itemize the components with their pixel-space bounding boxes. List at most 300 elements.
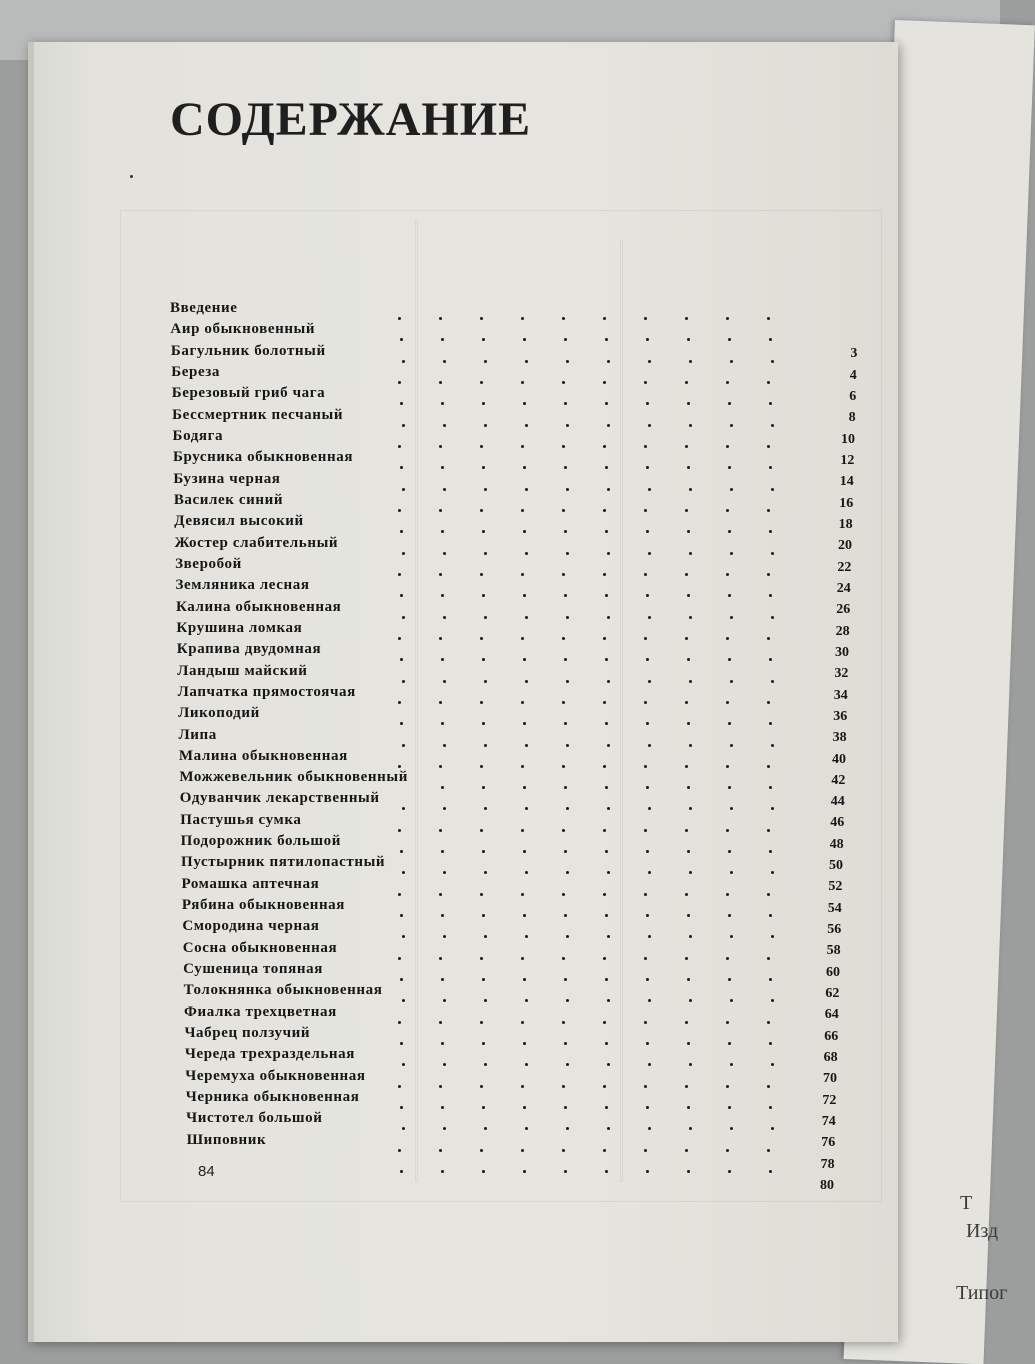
toc-entry-label: Сушеница топяная — [183, 961, 323, 978]
leader-dot — [402, 488, 405, 491]
leader-dot — [439, 701, 442, 704]
leader-dot — [523, 914, 526, 917]
dot-leader — [0, 935, 1000, 939]
leader-dot — [566, 1063, 569, 1066]
toc-entry-label: Брусника обыкновенная — [172, 449, 354, 466]
leader-dot — [523, 1170, 526, 1173]
leader-dot — [566, 1127, 569, 1130]
leader-dot — [689, 744, 692, 747]
toc-entry-label: Береза — [171, 363, 220, 380]
toc-entry-page: 12 — [840, 452, 855, 468]
leader-dot — [525, 680, 528, 683]
leader-dot — [687, 722, 690, 725]
leader-dot — [566, 488, 569, 491]
toc-entry-page: 46 — [830, 815, 845, 831]
leader-dot — [646, 722, 649, 725]
leader-dot — [398, 765, 401, 768]
leader-dot — [398, 445, 401, 448]
leader-dot — [564, 466, 567, 469]
toc-entry-page: 24 — [836, 580, 851, 596]
leader-dot — [648, 680, 651, 683]
dot-leader — [0, 1149, 1000, 1153]
leader-dot — [441, 1042, 444, 1045]
leader-dot — [769, 338, 772, 341]
leader-dot — [523, 338, 526, 341]
dot-leader — [0, 893, 1000, 897]
leader-dot — [769, 1106, 772, 1109]
leader-dot — [607, 488, 610, 491]
leader-dot — [443, 744, 446, 747]
leader-dot — [566, 999, 569, 1002]
leader-dot — [769, 1042, 772, 1045]
leader-dot — [726, 957, 729, 960]
leader-dot — [769, 850, 772, 853]
leader-dot — [443, 488, 446, 491]
leader-dot — [687, 914, 690, 917]
leader-dot — [644, 509, 647, 512]
leader-dot — [726, 509, 729, 512]
leader-dot — [564, 722, 567, 725]
leader-dot — [525, 871, 528, 874]
leader-dot — [523, 722, 526, 725]
leader-dot — [441, 402, 444, 405]
leader-dot — [439, 381, 442, 384]
page-number: 84 — [198, 1163, 215, 1180]
leader-dot — [400, 850, 403, 853]
leader-dot — [480, 573, 483, 576]
leader-dot — [726, 1021, 729, 1024]
leader-dot — [482, 914, 485, 917]
leader-dot — [730, 360, 733, 363]
leader-dot — [603, 829, 606, 832]
leader-dot — [521, 1085, 524, 1088]
leader-dot — [484, 1063, 487, 1066]
leader-dot — [646, 594, 649, 597]
dot-leader — [0, 786, 1000, 790]
toc-entry-page: 66 — [824, 1028, 839, 1044]
leader-dot — [443, 935, 446, 938]
leader-dot — [439, 317, 442, 320]
toc-entry-label: Ландыш майский — [177, 662, 308, 679]
leader-dot — [443, 552, 446, 555]
leader-dot — [521, 317, 524, 320]
leader-dot — [648, 424, 651, 427]
leader-dot — [603, 317, 606, 320]
toc-entry-label: Багульник болотный — [170, 342, 326, 359]
leader-dot — [771, 807, 774, 810]
leader-dot — [439, 509, 442, 512]
toc-entry-page: 56 — [827, 922, 842, 938]
toc-entry-label: Шиповник — [186, 1131, 267, 1148]
leader-dot — [441, 530, 444, 533]
dot-leader — [0, 999, 1000, 1003]
leader-dot — [771, 488, 774, 491]
leader-dot — [443, 680, 446, 683]
leader-dot — [607, 807, 610, 810]
toc-entry-label: Бузина черная — [173, 470, 281, 487]
leader-dot — [566, 744, 569, 747]
toc-entry-page: 34 — [833, 687, 848, 703]
leader-dot — [605, 722, 608, 725]
toc-entry-label: Сосна обыкновенная — [182, 939, 338, 956]
leader-dot — [482, 338, 485, 341]
leader-dot — [769, 978, 772, 981]
leader-dot — [480, 829, 483, 832]
leader-dot — [480, 701, 483, 704]
leader-dot — [521, 573, 524, 576]
toc-entry-label: Подорожник большой — [180, 833, 342, 850]
toc-entry-label: Бессмертник песчаный — [172, 406, 344, 423]
toc-entry-page: 70 — [823, 1071, 837, 1087]
toc-entry-label: Жостер слабительный — [174, 534, 339, 551]
toc-entry-page: 54 — [827, 900, 842, 916]
toc-entry-label: Рябина обыкновенная — [181, 897, 345, 914]
leader-dot — [484, 871, 487, 874]
leader-dot — [564, 530, 567, 533]
leader-dot — [685, 765, 688, 768]
leader-dot — [523, 1106, 526, 1109]
leader-dot — [566, 680, 569, 683]
leader-dot — [767, 1085, 770, 1088]
page-edge — [28, 42, 34, 1342]
leader-dot — [525, 488, 528, 491]
leader-dot — [771, 744, 774, 747]
leader-dot — [607, 871, 610, 874]
leader-dot — [523, 530, 526, 533]
leader-dot — [767, 381, 770, 384]
leader-dot — [687, 786, 690, 789]
dot-leader — [0, 637, 1000, 641]
leader-dot — [523, 978, 526, 981]
toc-entry-label: Череда трехраздельная — [184, 1046, 355, 1063]
leader-dot — [646, 338, 649, 341]
toc-entry-page: 38 — [832, 730, 847, 746]
leader-dot — [771, 1063, 774, 1066]
leader-dot — [564, 658, 567, 661]
leader-dot — [687, 466, 690, 469]
leader-dot — [605, 402, 608, 405]
leader-dot — [726, 829, 729, 832]
dot-leader — [0, 765, 1000, 769]
leader-dot — [728, 1106, 731, 1109]
toc-entry-page: 3 — [850, 346, 858, 362]
leader-dot — [646, 1042, 649, 1045]
leader-dot — [648, 360, 651, 363]
leader-dot — [728, 978, 731, 981]
leader-dot — [443, 1127, 446, 1130]
leader-dot — [648, 935, 651, 938]
leader-dot — [607, 680, 610, 683]
leader-dot — [648, 616, 651, 619]
leader-dot — [523, 594, 526, 597]
leader-dot — [484, 807, 487, 810]
leader-dot — [482, 978, 485, 981]
leader-dot — [767, 445, 770, 448]
leader-dot — [644, 829, 647, 832]
leader-dot — [728, 658, 731, 661]
toc-entry-label: Калина обыкновенная — [175, 598, 342, 615]
leader-dot — [603, 381, 606, 384]
leader-dot — [726, 1085, 729, 1088]
leader-dot — [402, 552, 405, 555]
leader-dot — [605, 658, 608, 661]
leader-dot — [441, 658, 444, 661]
leader-dot — [525, 1063, 528, 1066]
leader-dot — [605, 1170, 608, 1173]
facing-page-text-2: Изд — [966, 1220, 999, 1242]
leader-dot — [562, 701, 565, 704]
leader-dot — [648, 552, 651, 555]
leader-dot — [484, 935, 487, 938]
dot-leader — [0, 1042, 1000, 1046]
leader-dot — [646, 1170, 649, 1173]
leader-dot — [767, 893, 770, 896]
leader-dot — [767, 829, 770, 832]
leader-dot — [480, 1021, 483, 1024]
toc-entry-label: Смородина черная — [182, 918, 320, 935]
leader-dot — [648, 488, 651, 491]
dot-leader — [0, 594, 1000, 598]
toc-entry-page: 18 — [838, 516, 853, 532]
leader-dot — [769, 722, 772, 725]
leader-dot — [482, 530, 485, 533]
leader-dot — [689, 807, 692, 810]
dot-leader — [0, 850, 1000, 854]
leader-dot — [400, 658, 403, 661]
leader-dot — [525, 935, 528, 938]
leader-dot — [730, 488, 733, 491]
leader-dot — [603, 509, 606, 512]
toc-entry-label: Василек синий — [173, 491, 284, 508]
leader-dot — [484, 1127, 487, 1130]
leader-dot — [687, 1042, 690, 1045]
toc-entry-page: 6 — [849, 388, 857, 404]
toc-entry-label: Можжевельник обыкновенный — [179, 769, 408, 786]
toc-entry-label: Крапива двудомная — [176, 641, 322, 658]
leader-dot — [646, 786, 649, 789]
toc-entry-label: Черника обыкновенная — [185, 1089, 360, 1106]
leader-dot — [726, 893, 729, 896]
toc-entry-page: 14 — [839, 474, 854, 490]
leader-dot — [562, 381, 565, 384]
toc-entry-label: Фиалка трехцветная — [184, 1003, 337, 1020]
leader-dot — [644, 1149, 647, 1152]
leader-dot — [687, 850, 690, 853]
leader-dot — [562, 1085, 565, 1088]
leader-dot — [523, 1042, 526, 1045]
toc-entry-page: 42 — [831, 772, 846, 788]
leader-dot — [566, 935, 569, 938]
dot-leader — [0, 466, 1000, 470]
leader-dot — [525, 999, 528, 1002]
leader-dot — [562, 765, 565, 768]
leader-dot — [689, 424, 692, 427]
leader-dot — [439, 1149, 442, 1152]
leader-dot — [603, 701, 606, 704]
leader-dot — [443, 871, 446, 874]
dot-leader — [0, 445, 1000, 449]
leader-dot — [771, 871, 774, 874]
leader-dot — [685, 1085, 688, 1088]
leader-dot — [439, 893, 442, 896]
leader-dot — [562, 573, 565, 576]
leader-dot — [769, 658, 772, 661]
leader-dot — [644, 445, 647, 448]
leader-dot — [730, 871, 733, 874]
leader-dot — [398, 573, 401, 576]
leader-dot — [771, 999, 774, 1002]
leader-dot — [644, 1085, 647, 1088]
leader-dot — [443, 807, 446, 810]
leader-dot — [607, 935, 610, 938]
toc-entry-page: 62 — [825, 986, 840, 1002]
leader-dot — [730, 680, 733, 683]
leader-dot — [523, 658, 526, 661]
leader-dot — [480, 893, 483, 896]
leader-dot — [767, 1149, 770, 1152]
leader-dot — [767, 317, 770, 320]
leader-dot — [400, 914, 403, 917]
leader-dot — [730, 1127, 733, 1130]
leader-dot — [521, 957, 524, 960]
leader-dot — [441, 850, 444, 853]
leader-dot — [685, 381, 688, 384]
leader-dot — [398, 1021, 401, 1024]
leader-dot — [644, 637, 647, 640]
dot-leader — [0, 616, 1000, 620]
leader-dot — [521, 829, 524, 832]
leader-dot — [562, 509, 565, 512]
leader-dot — [726, 701, 729, 704]
leader-dot — [689, 1063, 692, 1066]
leader-dot — [646, 850, 649, 853]
leader-dot — [521, 765, 524, 768]
facing-page-text-1: Т — [960, 1192, 973, 1214]
toc-entry-page: 60 — [826, 964, 840, 980]
toc-entry-label: Девясил высокий — [174, 513, 304, 530]
leader-dot — [564, 338, 567, 341]
leader-dot — [480, 765, 483, 768]
leader-dot — [689, 360, 692, 363]
leader-dot — [605, 978, 608, 981]
dot-leader — [0, 552, 1000, 556]
leader-dot — [521, 1021, 524, 1024]
leader-dot — [728, 850, 731, 853]
leader-dot — [525, 807, 528, 810]
dot-leader — [0, 488, 1000, 492]
dot-leader — [0, 829, 1000, 833]
toc-entry-page: 48 — [829, 836, 844, 852]
leader-dot — [439, 765, 442, 768]
dot-leader — [0, 722, 1000, 726]
leader-dot — [646, 530, 649, 533]
leader-dot — [730, 935, 733, 938]
leader-dot — [525, 552, 528, 555]
leader-dot — [687, 978, 690, 981]
leader-dot — [400, 1170, 403, 1173]
leader-dot — [562, 957, 565, 960]
leader-dot — [689, 1127, 692, 1130]
leader-dot — [687, 402, 690, 405]
leader-dot — [646, 914, 649, 917]
leader-dot — [728, 530, 731, 533]
leader-dot — [402, 424, 405, 427]
leader-dot — [402, 1127, 405, 1130]
leader-dot — [482, 1106, 485, 1109]
leader-dot — [607, 744, 610, 747]
leader-dot — [562, 317, 565, 320]
leader-dot — [484, 552, 487, 555]
leader-dot — [687, 594, 690, 597]
dot-leader — [0, 424, 1000, 428]
leader-dot — [726, 317, 729, 320]
leader-dot — [767, 1021, 770, 1024]
toc-entry-label: Введение — [170, 300, 238, 316]
leader-dot — [769, 466, 772, 469]
leader-dot — [771, 680, 774, 683]
leader-dot — [605, 1042, 608, 1045]
leader-dot — [607, 999, 610, 1002]
leader-dot — [726, 445, 729, 448]
dot-leader — [0, 530, 1000, 534]
toc-entry-label: Бодяга — [172, 427, 224, 444]
leader-dot — [398, 509, 401, 512]
leader-dot — [769, 786, 772, 789]
toc-entry-label: Малина обыкновенная — [178, 747, 348, 764]
leader-dot — [607, 616, 610, 619]
leader-dot — [439, 445, 442, 448]
leader-dot — [562, 829, 565, 832]
leader-dot — [646, 402, 649, 405]
leader-dot — [728, 786, 731, 789]
leader-dot — [398, 1085, 401, 1088]
leader-dot — [767, 573, 770, 576]
leader-dot — [566, 424, 569, 427]
leader-dot — [730, 744, 733, 747]
leader-dot — [482, 722, 485, 725]
leader-dot — [687, 658, 690, 661]
leader-dot — [523, 402, 526, 405]
toc-entry-page: 76 — [821, 1135, 836, 1151]
leader-dot — [767, 509, 770, 512]
leader-dot — [525, 616, 528, 619]
leader-dot — [728, 338, 731, 341]
leader-dot — [646, 658, 649, 661]
leader-dot — [726, 637, 729, 640]
leader-dot — [685, 445, 688, 448]
dot-leader — [0, 1106, 1000, 1110]
dot-leader — [0, 1063, 1000, 1067]
dot-leader — [0, 680, 1000, 684]
leader-dot — [769, 1170, 772, 1173]
toc-entry-page: 30 — [835, 644, 849, 660]
toc-entry-page: 16 — [839, 495, 854, 511]
toc-entry-label: Чабрец ползучий — [184, 1025, 311, 1042]
leader-dot — [482, 786, 485, 789]
leader-dot — [480, 381, 483, 384]
leader-dot — [726, 381, 729, 384]
leader-dot — [687, 338, 690, 341]
leader-dot — [605, 466, 608, 469]
leader-dot — [603, 445, 606, 448]
leader-dot — [441, 466, 444, 469]
toc-entry-page: 44 — [830, 794, 845, 810]
toc-entry-label: Пустырник пятилопастный — [181, 854, 386, 871]
dot-leader — [0, 1170, 1000, 1174]
leader-dot — [400, 338, 403, 341]
toc-entry-label: Земляника лесная — [175, 577, 310, 594]
leader-dot — [482, 658, 485, 661]
